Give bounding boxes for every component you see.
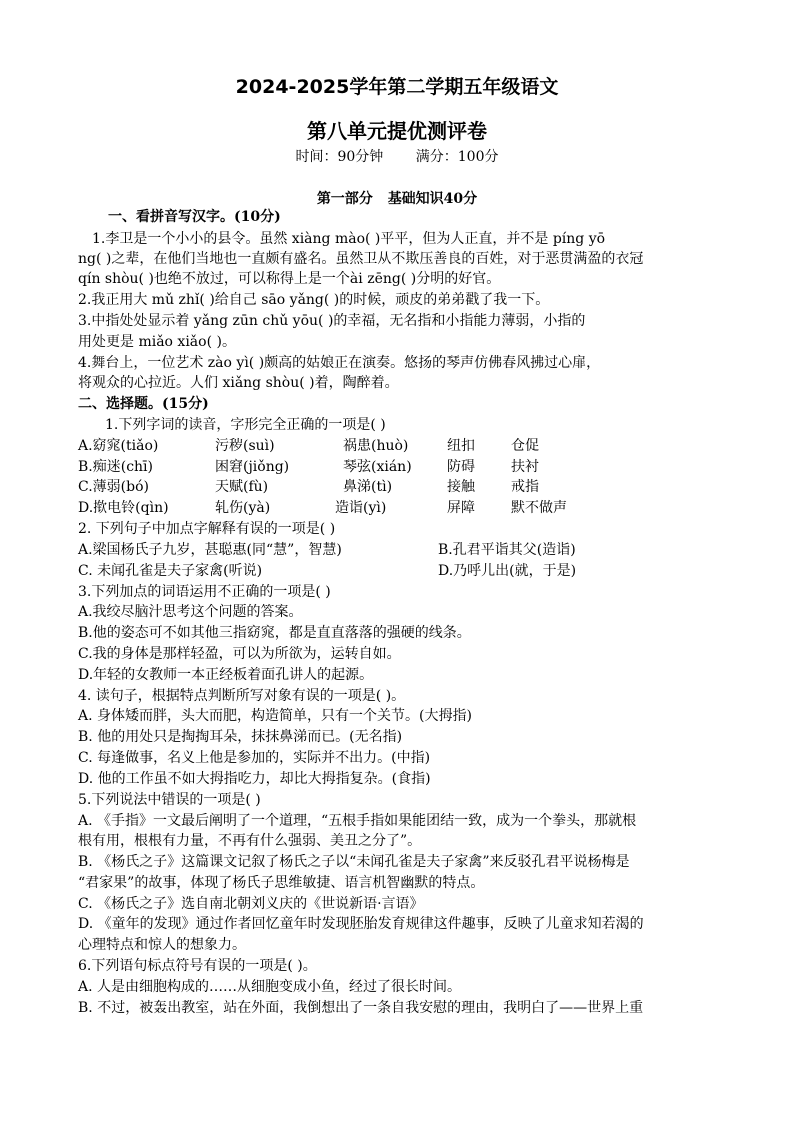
option-cell: 扶衬	[511, 459, 539, 475]
question-stem: 2. 下列句子中加点字解释有误的一项是( )	[78, 521, 336, 537]
option-line: “君家果”的故事，体现了杨氏子思维敏捷、语言机智幽默的特点。	[78, 875, 485, 891]
option-cell: 纽扣	[447, 438, 475, 454]
option-cell: 戒指	[511, 479, 539, 495]
option-c: C. 未闻孔雀是夫子家禽(听说)	[78, 563, 263, 579]
option-line: A. 身体矮而胖，头大而肥，构造简单，只有一个关节。(大拇指)	[78, 708, 472, 724]
question-stem: 1.下列字词的读音，字形完全正确的一项是( )	[105, 417, 386, 433]
option-cell: D.揿电铃(qìn)	[78, 500, 169, 516]
option-line: B. 他的用处只是掏掏耳朵，抹抹鼻涕而已。(无名指)	[78, 729, 403, 745]
option-cell: 造诣(yì)	[335, 500, 387, 516]
question-stem: 3.下列加点的词语运用不正确的一项是( )	[78, 584, 331, 600]
option-a: A.梁国杨氏子九岁，甚聪惠(同“慧”，智慧)	[78, 542, 342, 558]
part-one-name: 基础知识40分	[387, 191, 478, 207]
option-line: 心理特点和惊人的想象力。	[78, 937, 246, 953]
option-cell: 防碍	[447, 459, 475, 475]
option-cell: 琴弦(xián)	[343, 459, 412, 475]
section-heading: 二、选择题。(15分)	[78, 396, 209, 412]
option-line: A. 《手指》一文最后阐明了一个道理，“五根手指如果能团结一致，成为一个拳头，那就根	[78, 813, 637, 829]
exam-duration: 时间：90分钟	[295, 149, 384, 165]
option-line: C. 《杨氏之子》选自南北朝刘义庆的《世说新语·言语》	[78, 896, 424, 912]
option-cell: 鼻涕(tì)	[343, 479, 393, 495]
option-line: D. 《童年的发现》通过作者回忆童年时发现胚胎发育规律这件趣事，反映了儿童求知若渴的	[78, 916, 644, 932]
option-cell: 天赋(fù)	[215, 479, 269, 495]
option-line: 根有用，根根有力量，不再有什么强弱、美丑之分了”。	[78, 833, 422, 849]
exam-full-score: 满分：100分	[415, 149, 499, 165]
text-line: qín shòu( )也绝不放过，可以称得上是一个ài zēng( )分明的好官。	[78, 271, 501, 287]
option-cell: 默不做声	[511, 500, 567, 516]
text-line: ng( )之辈，在他们当地也一直颇有盛名。虽然卫从不欺压善良的百姓，对于恶贯满盈的衣冠	[78, 251, 644, 267]
section-heading: 一、看拼音写汉字。(10分)	[108, 209, 281, 225]
option-cell: 仓促	[511, 438, 539, 454]
question-stem: 4. 读句子，根据特点判断所写对象有误的一项是( )。	[78, 688, 406, 704]
option-cell: 屏障	[447, 500, 475, 516]
option-line: A.我绞尽脑汁思考这个问题的答案。	[78, 604, 303, 620]
part-one-label: 第一部分	[316, 191, 373, 207]
option-cell: 困窘(jiǒng)	[215, 459, 290, 475]
option-line: D. 他的工作虽不如大拇指吃力，却比大拇指复杂。(食指)	[78, 771, 431, 787]
exam-time-info	[0, 146, 794, 166]
option-cell: 祸患(huò)	[343, 438, 409, 454]
option-cell: 接触	[447, 479, 475, 495]
option-line: B.他的姿态可不如其他三指窈窕，都是直直落落的强硬的线条。	[78, 625, 471, 641]
option-line: A. 人是由细胞构成的……从细胞变成小鱼，经过了很长时间。	[78, 979, 462, 995]
option-b: B.孔君平诣其父(造诣)	[438, 542, 576, 558]
text-line: 3.中指处处显示着 yǎng zūn chǔ yōu( )的幸福，无名指和小指能力薄弱，小指的	[78, 313, 586, 329]
text-line: 4.舞台上，一位艺术 zào yì( )颇高的姑娘正在演奏。悠扬的琴声仿佛春风拂过心扉，	[78, 355, 601, 371]
exam-title: 2024-2025学年第二学期五年级语文	[235, 76, 559, 98]
option-line: C. 每逢做事，名义上他是参加的，实际并不出力。(中指)	[78, 750, 431, 766]
option-line: B. 不过，被轰出教室，站在外面，我倒想出了一条自我安慰的理由，我明白了——世界上重	[78, 1000, 644, 1016]
option-cell: 轧伤(yà)	[215, 500, 271, 516]
option-line: C.我的身体是那样轻盈，可以为所欲为，运转自如。	[78, 646, 401, 662]
option-cell: A.窈窕(tiǎo)	[78, 438, 159, 454]
exam-subtitle: 第八单元提优测评卷	[307, 119, 487, 143]
question-stem: 5.下列说法中错误的一项是( )	[78, 792, 261, 808]
option-cell: C.薄弱(bó)	[78, 479, 149, 495]
option-cell: B.痴迷(chī)	[78, 459, 153, 475]
text-line: 将观众的心拉近。人们 xiǎng shòu( )着，陶醉着。	[78, 375, 399, 391]
text-line: 用处更是 miǎo xiǎo( )。	[78, 334, 236, 350]
text-line: 2.我正用大 mǔ zhǐ( )给自己 sāo yǎng( )的时候，顽皮的弟弟戳了我一下。	[78, 292, 550, 308]
option-cell: 污秽(suì)	[215, 438, 275, 454]
option-d: D.乃呼儿出(就，于是)	[438, 563, 577, 579]
question-stem: 6.下列语句标点符号有误的一项是( )。	[78, 958, 317, 974]
part-one-heading	[0, 188, 794, 208]
option-line: B. 《杨氏之子》这篇课文记叙了杨氏之子以“未闻孔雀是夫子家禽”来反驳孔君平说杨梅是	[78, 854, 630, 870]
option-line: D.年轻的女教师一本正经板着面孔讲人的起源。	[78, 667, 374, 683]
text-line: 1.李卫是一个小小的县令。虽然 xiàng mào( )平平，但为人正直，并不是 píng yō	[92, 231, 606, 247]
